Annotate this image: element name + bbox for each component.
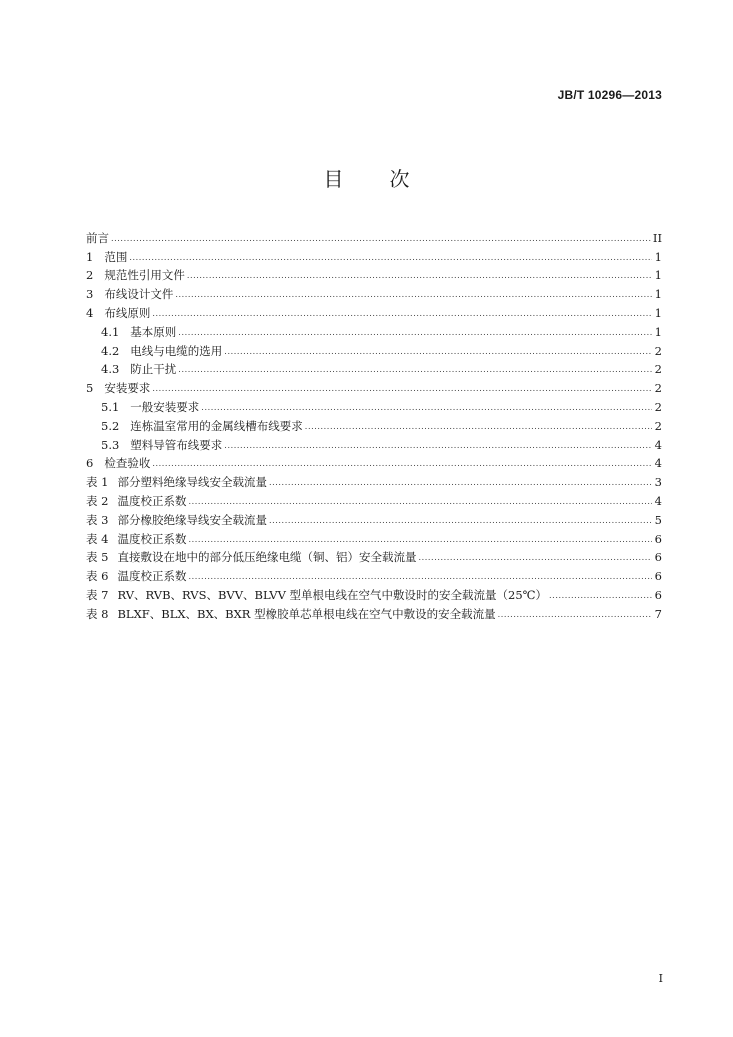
toc-entry-label [86,607,496,621]
toc-entry-page: 1 [654,249,662,264]
toc-leader-dots [498,609,652,621]
toc-entry-number: 2 [86,268,94,283]
toc-entry-page: 2 [654,399,662,414]
toc-entry-page: 3 [654,475,662,490]
toc-entry-label [86,456,150,470]
page-title [0,163,733,192]
toc-entry-label [86,569,186,583]
toc-entry-number: 5.1 [101,399,120,414]
toc-entry-title: 检查验收 [104,456,151,471]
toc-entry[interactable] [86,489,662,508]
toc-entry-page: 1 [654,305,662,320]
toc-entry[interactable] [86,414,662,433]
toc-entry-number: 1 [86,249,94,264]
toc-entry-title: 一般安装要求 [130,399,200,414]
toc-entry-title: 温度校正系数 [117,493,187,508]
toc-leader-dots [224,346,652,358]
toc-entry[interactable] [86,395,662,414]
toc-entry[interactable] [86,452,662,471]
toc-entry-label [86,532,186,546]
toc-entry[interactable] [86,264,662,283]
toc-entry-page: II [652,230,662,245]
toc-entry-page: 2 [654,343,662,358]
toc-entry-page: 2 [654,362,662,377]
toc-entry[interactable] [86,226,662,245]
toc-entry-number: 5.3 [101,437,120,452]
toc-entry-label [101,344,222,358]
toc-leader-dots [188,534,652,546]
toc-leader-dots [188,496,652,508]
toc-entry[interactable] [86,546,662,565]
toc-entry-label [101,325,176,339]
table-of-contents [86,226,662,621]
toc-entry-number: 4 [86,305,94,320]
toc-entry-title: BLXF、BLX、BX、BXR 型橡胶单芯单根电线在空气中敷设的安全载流量 [117,606,496,621]
toc-entry-page: 6 [654,587,662,602]
toc-leader-dots [201,402,652,414]
toc-entry-title: 防止干扰 [130,362,177,377]
toc-entry-label [86,513,267,527]
toc-leader-dots [418,552,652,564]
toc-leader-dots [111,233,651,245]
toc-entry[interactable] [86,527,662,546]
toc-entry-label [101,419,303,433]
toc-entry-number: 4.2 [101,343,120,358]
toc-entry-label [86,268,185,282]
toc-entry-title: 部分橡胶绝缘导线安全载流量 [117,512,267,527]
standard-code: JB/T 10296—2013 [557,88,662,102]
toc-entry-title: 电线与电缆的选用 [130,343,223,358]
toc-entry-number: 表 1 [86,475,109,490]
toc-entry-number: 3 [86,287,94,302]
toc-entry-label [86,231,109,245]
toc-entry-page: 1 [654,287,662,302]
toc-entry[interactable] [86,320,662,339]
toc-entry-number: 4.3 [101,362,120,377]
toc-entry-number: 表 4 [86,531,109,546]
toc-entry-title: 塑料导管布线要求 [130,437,223,452]
toc-entry[interactable] [86,583,662,602]
toc-leader-dots [269,515,652,527]
toc-entry[interactable] [86,358,662,377]
toc-entry-page: 2 [654,381,662,396]
toc-entry-page: 4 [654,456,662,471]
title-char-2: 次 [389,167,410,191]
toc-entry-page: 1 [654,324,662,339]
toc-entry-label [86,287,173,301]
toc-entry-page: 5 [654,512,662,527]
toc-entry-number: 表 3 [86,512,109,527]
toc-entry-label [86,250,127,264]
toc-leader-dots [224,440,652,452]
toc-entry[interactable] [86,564,662,583]
toc-entry-page: 6 [654,531,662,546]
toc-entry-label [101,438,222,452]
toc-entry-number: 表 6 [86,569,109,584]
toc-entry-title: 直接敷设在地中的部分低压绝缘电缆（铜、铝）安全载流量 [117,550,417,565]
toc-entry-page: 6 [654,550,662,565]
toc-entry-number: 表 5 [86,550,109,565]
toc-entry-label [86,550,416,564]
title-char-1: 目 [323,167,344,191]
toc-entry-number: 表 2 [86,493,109,508]
toc-entry-title: 范围 [104,249,128,264]
toc-entry-page: 4 [654,437,662,452]
toc-entry[interactable] [86,245,662,264]
toc-leader-dots [178,364,652,376]
toc-leader-dots [152,458,652,470]
toc-entry-page: 4 [654,493,662,508]
toc-entry-label [86,475,267,489]
toc-leader-dots [305,421,652,433]
toc-leader-dots [175,289,652,301]
toc-entry-number: 5.2 [101,418,120,433]
toc-entry-page: 2 [654,418,662,433]
toc-entry-title: 安装要求 [104,381,151,396]
toc-entry-label [101,362,176,376]
toc-entry-label [86,494,186,508]
toc-entry-number: 6 [86,456,94,471]
toc-entry[interactable] [86,470,662,489]
toc-entry-title: 前言 [86,230,109,245]
toc-entry-title: 基本原则 [130,324,177,339]
toc-entry-title: 布线原则 [104,305,151,320]
toc-entry-label [86,588,547,602]
toc-entry[interactable] [86,602,662,621]
toc-leader-dots [187,270,652,282]
toc-entry-number: 5 [86,381,94,396]
toc-entry[interactable] [86,508,662,527]
toc-entry-label [101,400,199,414]
toc-entry[interactable] [86,433,662,452]
page-number: I [658,972,663,985]
toc-entry-title: 布线设计文件 [104,287,174,302]
toc-entry-page: 7 [654,606,662,621]
toc-entry-title: 连栋温室常用的金属线槽布线要求 [130,418,303,433]
toc-entry-title: 温度校正系数 [117,531,187,546]
toc-leader-dots [152,383,652,395]
toc-leader-dots [129,252,652,264]
toc-entry-label [86,306,150,320]
toc-entry-page: 6 [654,569,662,584]
toc-entry-number: 表 7 [86,587,109,602]
toc-entry-number: 表 8 [86,606,109,621]
toc-entry-page: 1 [654,268,662,283]
toc-leader-dots [152,308,652,320]
toc-entry-number: 4.1 [101,324,120,339]
toc-entry[interactable] [86,301,662,320]
toc-entry-title: RV、RVB、RVS、BVV、BLVV 型单根电线在空气中敷设时的安全载流量（25℃） [117,587,548,602]
toc-leader-dots [549,590,652,602]
toc-entry-title: 规范性引用文件 [104,268,185,283]
toc-leader-dots [269,477,652,489]
toc-entry-label [86,381,150,395]
toc-entry[interactable] [86,282,662,301]
toc-entry[interactable] [86,376,662,395]
toc-entry[interactable] [86,339,662,358]
toc-leader-dots [178,327,652,339]
toc-entry-title: 部分塑料绝缘导线安全载流量 [117,475,267,490]
toc-leader-dots [188,571,652,583]
toc-entry-title: 温度校正系数 [117,569,187,584]
